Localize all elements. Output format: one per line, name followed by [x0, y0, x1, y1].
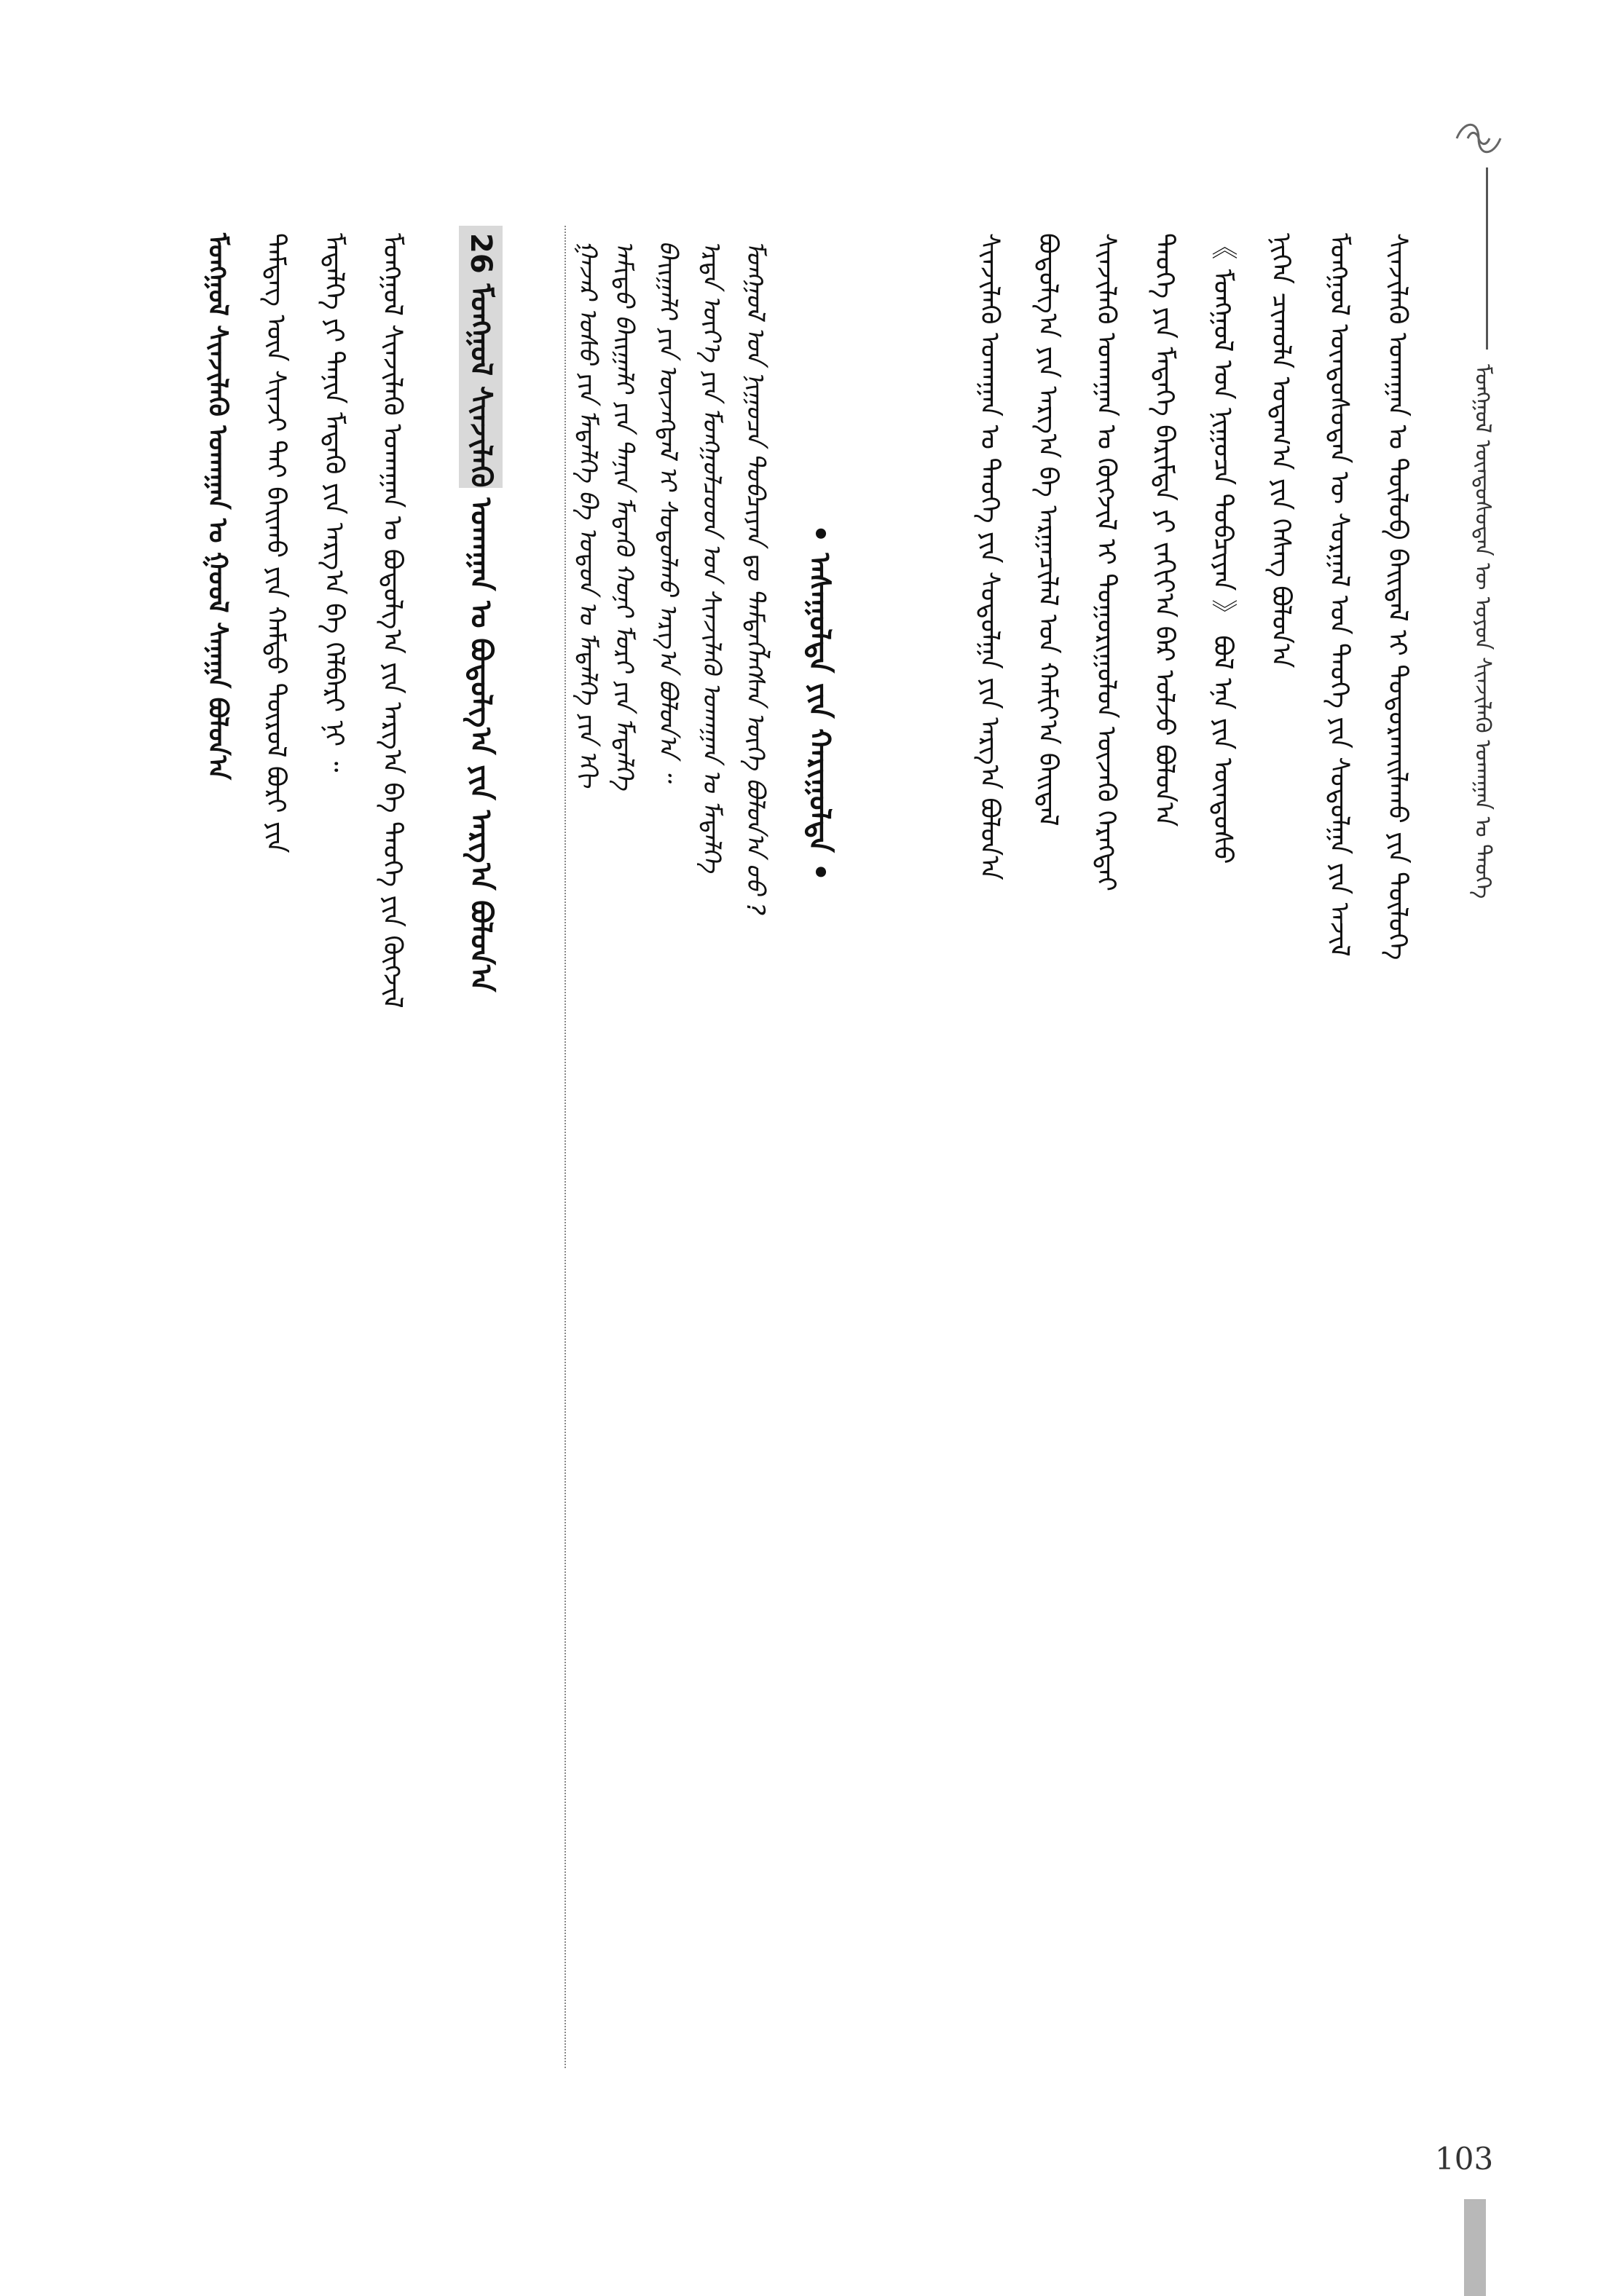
text-column: ᠮᠡᠳᠡᠯᠭᠡ ᠶᠢ ᠲᠠᠨᠢᠨ ᠮᠡᠳᠡᠬᠦ ᠶᠢᠨ ᠠᠷᠭ᠎ᠠ ᠪᠠ ᠬᠡᠯᠪᠡᠷᠢ ᠨᠢ ᠃ [319, 233, 349, 773]
text-column: ᠲᠡᠮᠳᠡᠭ ᠦᠨ ᠰᠢᠨᠵᠢ ᠲᠡᠢ ᠪᠠᠢᠬᠤ ᠶᠢᠨ ᠬᠠᠮᠲᠤ ᠲᠥᠷᠦᠯ ᠪᠤᠷᠢ ᠶᠢᠨ [261, 233, 291, 853]
page-number: 103 [1435, 2141, 1494, 2177]
text-column: ᠮᠣᠩᠭᠣᠯ ᠰᠢᠨᠵᠢᠯᠡᠬᠦ ᠤᠬᠠᠭᠠᠨ ᠤ ᠪᠣᠳᠤᠯᠭ᠎ᠠ ᠶᠢᠨ ᠠᠷᠭ᠎ᠠ ᠪᠠ ᠲᠡᠦᠬᠡ ᠶᠢᠨ ᠬᠥᠭᠵᠢᠯ [377, 233, 407, 1009]
text-column: ᠪᠤᠳᠤᠯᠭ᠎ᠠ ᠶᠢᠨ ᠠᠷᠭ᠎ᠠ ᠪᠠ ᠠᠷᠭᠠᠴᠢᠯᠠᠯ ᠤᠨ ᠬᠠᠮᠢᠶ᠎ᠠ ᠪᠠᠢᠳᠠᠯ [1033, 233, 1063, 827]
text-column: ᠮᠣᠩᠭᠣᠯ ᠰᠢᠨᠵᠢᠯᠡᠬᠦ ᠤᠬᠠᠭᠠᠨ ᠤ ᠭᠣᠣᠯ ᠰᠠᠨᠠᠭᠠ ᠪᠣᠯᠤᠨ᠎ᠠ [202, 233, 232, 780]
quote-line: ᠡᠷᠲᠡ ᠦᠶ᠎ᠡ ᠶᠢᠨ ᠮᠣᠩᠭᠣᠯᠴᠤᠳ ᠤᠨ ᠰᠢᠨᠵᠢᠯᠡᠬᠦ ᠤᠬᠠᠭᠠᠨ ᠤ ᠮᠡᠳᠡᠯᠭᠡ [697, 240, 726, 873]
text-column: ᠮᠣᠩᠭᠣᠯ ᠦᠨᠳᠦᠰᠦᠲᠡᠨ ᠦ ᠰᠤᠷᠭᠠᠯ ᠤᠨ ᠲᠡᠦᠬᠡ ᠶᠢᠨ ᠰᠤᠳᠤᠯᠭᠠ ᠶᠢᠨ ᠠᠵᠢᠯ [1324, 233, 1354, 957]
quote-line: ᠠᠮᠢᠳᠤ ᠪᠠᠢᠭᠠᠯᠢ ᠶᠢᠨ ᠲᠠᠨᠢᠨ ᠮᠡᠳᠡᠬᠦ ᠬᠣᠨᠢ ᠮᠣᠷᠢ ᠶᠢᠨ ᠮᠡᠳᠡᠯᠭᠡ [610, 240, 639, 790]
text-column: ᠰᠢᠨᠵᠢᠯᠡᠬᠦ ᠤᠬᠠᠭᠠᠨ ᠤ ᠲᠡᠦᠬᠡ ᠶᠢᠨ ᠰᠤᠳᠤᠯᠭᠠ ᠶᠢᠨ ᠠᠷᠭ᠎ᠠ ᠪᠣᠯᠤᠨ᠎ᠠ [975, 233, 1004, 880]
subheading: 26 ᠮᠣᠩᠭᠣᠯ ᠰᠢᠨᠵᠢᠯᠡᠬᠦ ᠤᠬᠠᠭᠠᠨ ᠤ ᠪᠣᠳᠤᠯᠭ᠎ᠠ ᠶᠢᠨ ᠠᠷᠭ᠎ᠠ ᠪᠣᠯᠤᠨ᠎ᠠ [464, 233, 497, 993]
running-header: ᠮᠣᠩᠭᠣᠯ ᠦᠨᠳᠦᠰᠦᠲᠡᠨ ᠦ ᠣᠶᠤᠨ ᠰᠢᠨᠵᠢᠯᠡᠬᠦ ᠤᠬᠠᠭᠠᠨ ᠤ ᠲᠡᠦᠬᠡ [1470, 364, 1495, 899]
quote-line: ᠭᠠᠵᠠᠷ ᠤᠰᠤ ᠶᠢᠨ ᠮᠡᠳᠡᠯᠭᠡ ᠪᠠ ᠣᠳᠤᠨ ᠤ ᠮᠡᠳᠡᠯᠭᠡ ᠶᠢᠨ ᠡᠬᠢ [573, 240, 602, 788]
page-edge-tab [1464, 2199, 1486, 2296]
dotted-divider [564, 226, 566, 2068]
section-heading: • ᠠᠰᠠᠭᠤᠯᠲᠠ ᠶᠢᠨ ᠬᠠᠷᠢᠭᠤᠯᠲᠠ • [803, 524, 836, 882]
text-column: ᠰᠢᠨᠵᠢᠯᠡᠬᠦ ᠤᠬᠠᠭᠠᠨ ᠤ ᠬᠥᠭᠵᠢᠯ ᠢ ᠲᠣᠭᠤᠷᠢᠭᠤᠯᠤᠨ ᠦᠵᠡᠬᠦ ᠬᠡᠷᠡᠭᠲᠡᠢ [1091, 233, 1121, 891]
header-rule [1486, 167, 1488, 350]
text-column: 《 ᠮᠣᠩᠭᠣᠯ ᠤᠨ ᠨᠢᠭᠤᠴᠠ ᠲᠣᠪᠴᠢᠶᠠᠨ 》 ᠪᠣᠯ ᠡᠨᠡ ᠶᠢᠨ ᠦᠨᠳᠦᠰᠦ [1208, 233, 1238, 864]
text-column: ᠨᠢᠭᠡᠨ ᠴᠢᠬᠤᠯᠠ ᠤᠳᠠᠭ᠎ᠠ ᠶᠢᠨ ᠬᠡᠰᠡᠭ ᠪᠣᠯᠤᠨ᠎ᠠ [1266, 233, 1296, 668]
text-column: ᠰᠢᠨᠵᠢᠯᠡᠬᠦ ᠤᠬᠠᠭᠠᠨ ᠤ ᠲᠦᠯᠦᠪ ᠪᠠᠢᠳᠠᠯ ᠢ ᠲᠣᠳᠣᠷᠬᠠᠢᠯᠠᠬᠤ ᠶᠢᠨ ᠲᠦᠯᠦᠭᠡ [1382, 233, 1412, 960]
text-column: ᠲᠡᠦᠬᠡ ᠶᠢᠨ ᠮᠡᠳᠡᠭᠡ ᠪᠠᠷᠢᠮᠲᠠ ᠶᠢ ᠵᠠᠬᠢᠶ᠎ᠠ ᠪᠠᠷ ᠣᠯᠵᠤ ᠪᠣᠯᠤᠨ᠎ᠠ [1149, 233, 1179, 827]
quote-line: ᠮᠣᠩᠭᠣᠯ ᠤᠨ ᠨᠢᠭᠤᠴᠠ ᠲᠣᠪᠴᠢᠶᠠᠨ ᠳᠤ ᠲᠡᠮᠳᠡᠭᠯᠡᠭᠰᠡᠨ ᠦᠭᠡ ᠪᠣᠯᠤᠨ᠎ᠠ ᠤᠤ ? [741, 240, 770, 916]
header-ornament-icon [1449, 117, 1508, 160]
quote-line: ᠪᠠᠢᠭᠠᠯᠢ ᠶᠢᠨ ᠦᠵᠡᠭᠳᠡᠯ ᠢ ᠰᠤᠳᠤᠯᠬᠤ ᠠᠷᠭ᠎ᠠ ᠪᠣᠯᠤᠨ᠎ᠠ ᠃ [653, 240, 682, 781]
